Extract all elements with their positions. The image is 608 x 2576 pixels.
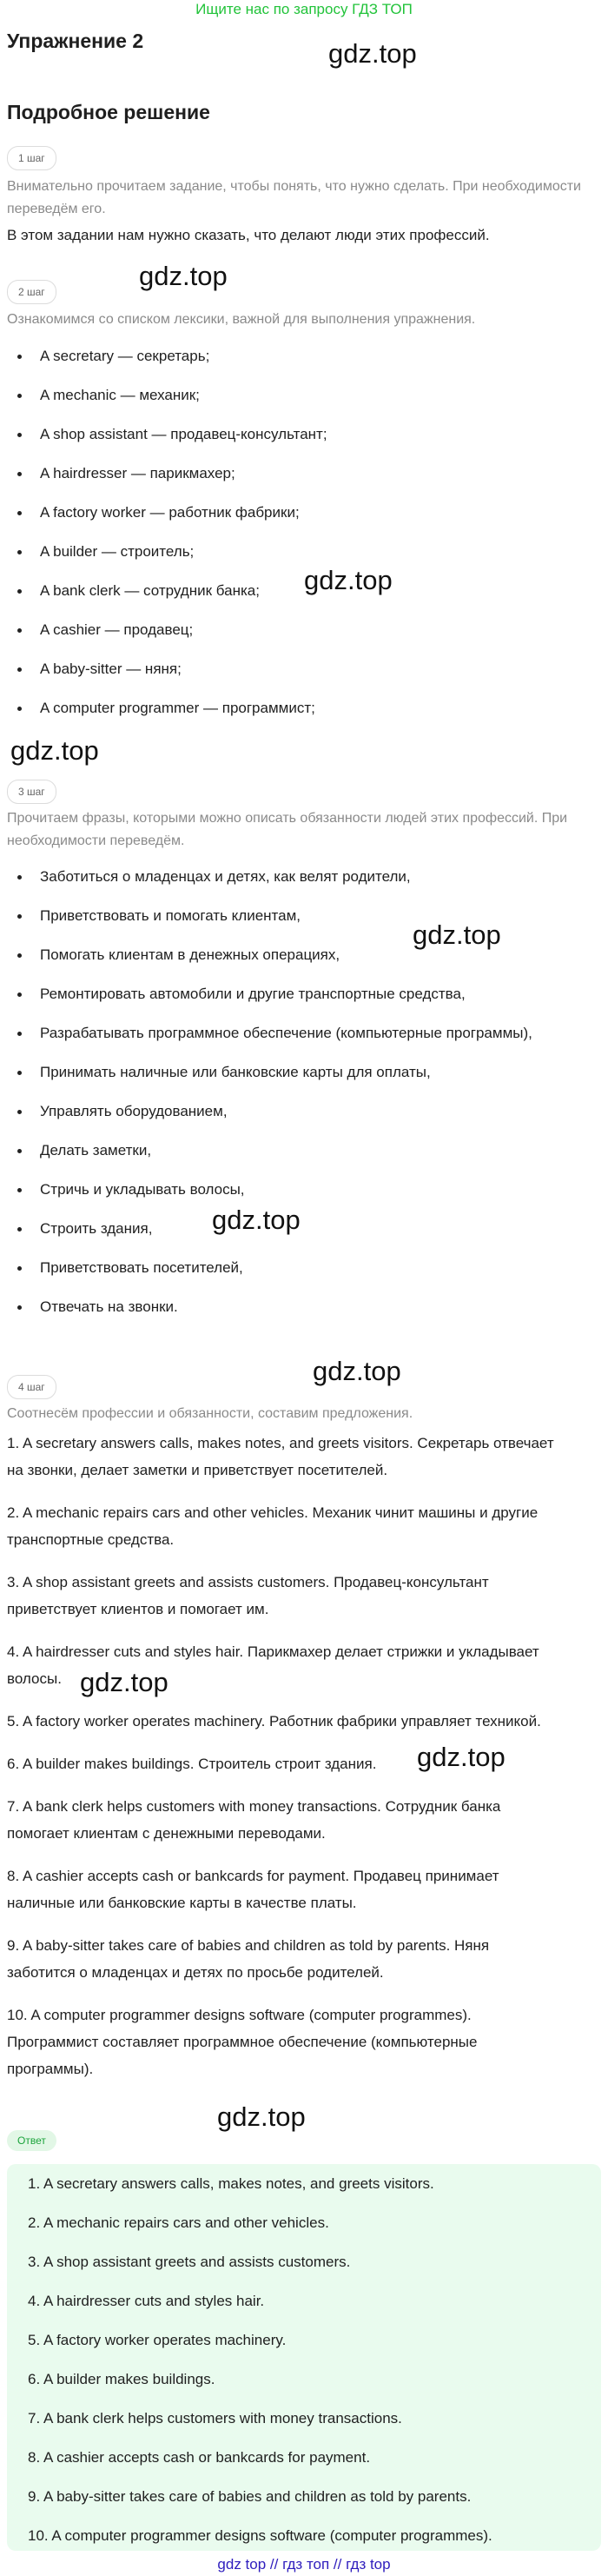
page-title: Упражнение 2: [7, 30, 144, 52]
watermark: gdz.top: [212, 1205, 301, 1235]
sentence: 10. A computer programmer designs software (computer programmes). Программист составляет программное обеспечение (компьютерные программы).: [7, 2007, 478, 2077]
step-badge: 3 шаг: [7, 780, 56, 804]
watermark: gdz.top: [139, 261, 228, 291]
watermark: gdz.top: [313, 1356, 401, 1386]
answer-item: 4. A hairdresser cuts and styles hair.: [28, 2293, 265, 2309]
answer-item: 6. A builder makes buildings.: [28, 2371, 215, 2387]
answer-item: 8. A cashier accepts cash or bankcards for payment.: [28, 2449, 371, 2466]
answer-item: 2. A mechanic repairs cars and other vehicles.: [28, 2214, 329, 2231]
step-badge: 2 шаг: [7, 280, 56, 304]
watermark: gdz.top: [413, 920, 501, 950]
sentence: 3. A shop assistant greets and assists customers. Продавец-консультант приветствует клиентов и помогает им.: [7, 1574, 489, 1617]
answer-item: 10. A computer programmer designs software (computer programmes).: [28, 2527, 492, 2544]
watermark: gdz.top: [10, 735, 99, 766]
step-badge: 1 шаг: [7, 146, 56, 170]
solution-heading: Подробное решение: [7, 101, 210, 123]
sentence: 2. A mechanic repairs cars and other vehicles. Механик чинит машины и другие транспортные средства.: [7, 1504, 539, 1548]
sentence: 4. A hairdresser cuts and styles hair. Парикмахер делает стрижки и укладывает волосы.: [7, 1643, 539, 1687]
answer-item: 9. A baby-sitter takes care of babies and children as told by parents.: [28, 2488, 472, 2505]
sentence: 7. A bank clerk helps customers with money transactions. Сотрудник банка помогает клиентам с денежными переводами.: [7, 1798, 501, 1842]
watermark: gdz.top: [80, 1667, 169, 1697]
step-text: В этом задании нам нужно сказать, что делают люди этих профессий.: [7, 227, 490, 243]
sentence: 1. A secretary answers calls, makes notes, and greets visitors. Секретарь отвечает на звонки, делает заметки и приветствует посетителей.: [7, 1435, 554, 1478]
watermark: gdz.top: [304, 565, 393, 595]
step-badge: 4 шаг: [7, 1375, 56, 1399]
footer-links[interactable]: gdz top // гдз топ // гдз top: [217, 2556, 391, 2573]
sentence: 8. A cashier accepts cash or bankcards for payment. Продавец принимает наличные или банковские карты в качестве платы.: [7, 1868, 499, 1911]
answer-item: 1. A secretary answers calls, makes notes, and greets visitors.: [28, 2175, 434, 2192]
watermark: gdz.top: [417, 1742, 506, 1772]
watermark: gdz.top: [328, 38, 417, 69]
watermark: gdz.top: [217, 2101, 306, 2132]
sentence: 5. A factory worker operates machinery. Работник фабрики управляет техникой.: [7, 1713, 541, 1730]
step-note: Внимательно прочитаем задание, чтобы понять, что нужно сделать. При необходимости переведём его.: [7, 179, 581, 216]
step-note: Соотнесём профессии и обязанности, составим предложения.: [7, 1406, 413, 1421]
step-note: Ознакомимся со списком лексики, важной для выполнения упражнения.: [7, 312, 476, 327]
answer-badge: Ответ: [7, 2130, 56, 2151]
sentence: 9. A baby-sitter takes care of babies and children as told by parents. Няня заботится о младенцах и детях по просьбе родителей.: [7, 1937, 490, 1981]
sentence: 6. A builder makes buildings. Строитель строит здания.: [7, 1756, 377, 1772]
answer-item: 7. A bank clerk helps customers with money transactions.: [28, 2410, 402, 2427]
step-note: Прочитаем фразы, которыми можно описать обязанности людей этих профессий. При необходимости переведём.: [7, 811, 568, 848]
answer-item: 3. A shop assistant greets and assists customers.: [28, 2254, 351, 2270]
top-banner[interactable]: Ищите нас по запросу ГДЗ ТОП: [195, 1, 413, 17]
answer-item: 5. A factory worker operates machinery.: [28, 2332, 287, 2348]
